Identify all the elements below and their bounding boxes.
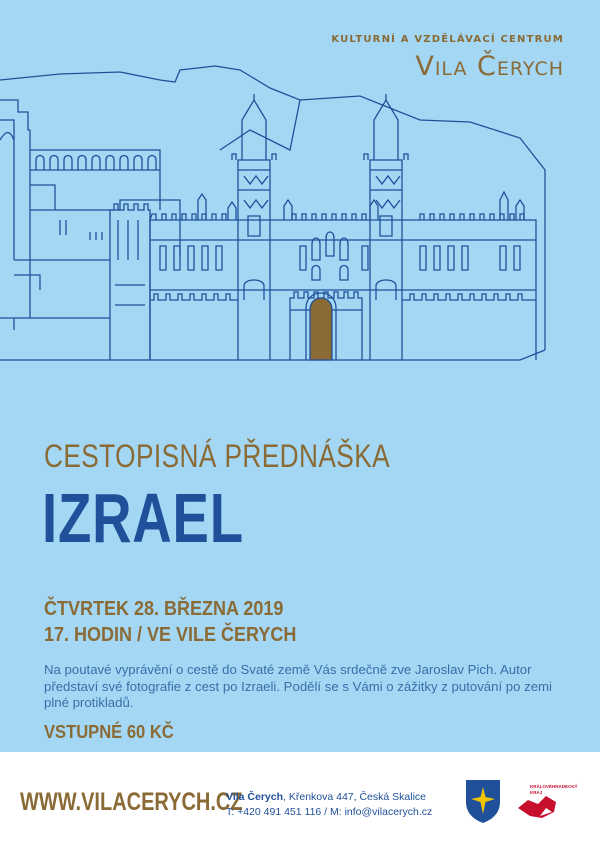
footer (0, 752, 600, 848)
contact-info (226, 790, 432, 820)
contact-line[interactable]: T: +420 491 451 116 / M: info@vilacerych.cz (226, 806, 433, 818)
event-time-place: 17. HODIN / VE VILE ČERYCH (44, 624, 297, 646)
region-label-line2: KRAJ (530, 789, 543, 795)
region-label-line1: KRÁLOVÉHRADECKÝ (530, 784, 578, 789)
castle-illustration (0, 60, 600, 390)
event-date: ČTVRTEK 28. BŘEZNA 2019 (44, 598, 284, 620)
organization-name: Vila Čerych (415, 51, 564, 82)
coat-of-arms-icon (464, 778, 502, 824)
organization-type: KULTURNÍ A VZDĚLÁVACÍ CENTRUM (331, 34, 564, 45)
region-label (530, 784, 578, 795)
venue-address: , Křenkova 447, Česká Skalice (283, 791, 427, 803)
event-subtitle: CESTOPISNÁ PŘEDNÁŠKA (44, 438, 391, 474)
venue-line (226, 790, 432, 805)
website-link[interactable]: WWW.VILACERYCH.CZ (20, 788, 243, 816)
event-title: IZRAEL (42, 479, 244, 557)
venue-name: Vila Čerych (226, 791, 284, 803)
event-description: Na poutavé vyprávění o cestě do Svaté země Vás srdečně zve Jaroslav Pich. Autor představí své fotografie z cest po Izraeli. Podělí se s Vámi o zážitky z putování po zemi plné protikladů. (44, 662, 552, 710)
event-admission: VSTUPNÉ 60 KČ (44, 722, 174, 742)
